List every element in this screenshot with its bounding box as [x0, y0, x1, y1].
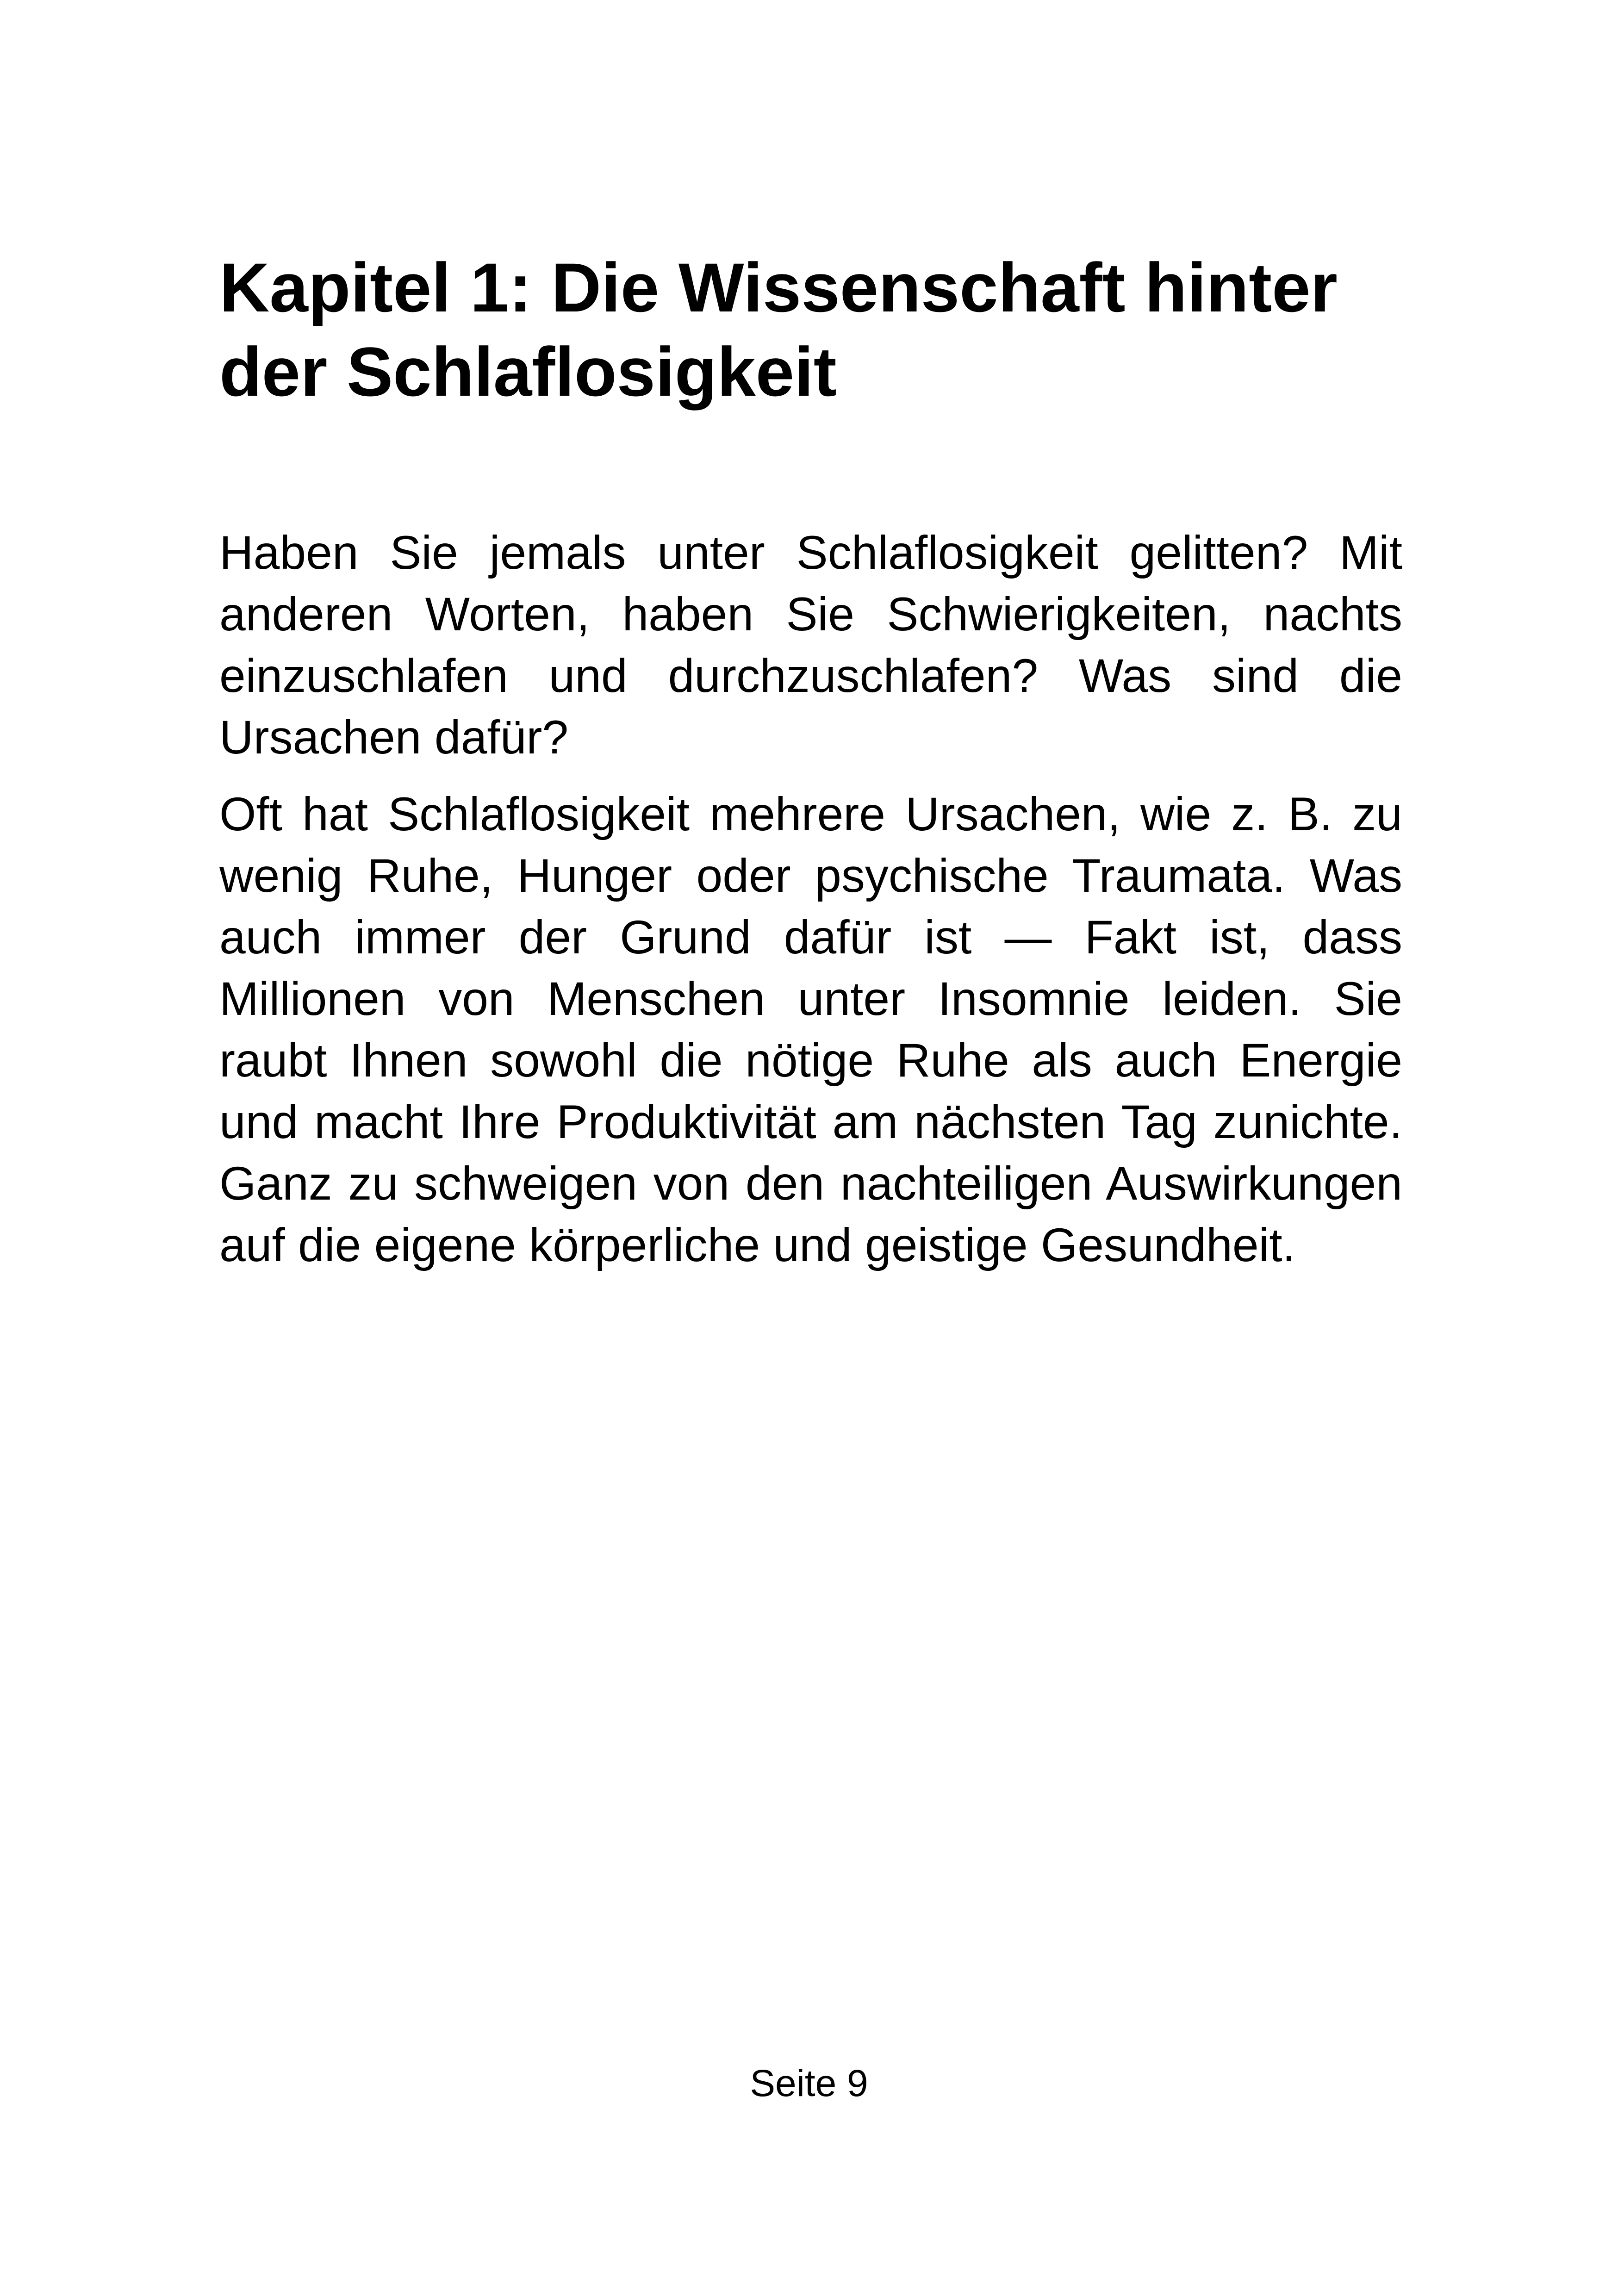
- page-content: [219, 245, 1402, 1291]
- body-text: [219, 522, 1402, 1276]
- paragraph-2: Oft hat Schlaflosigkeit mehrere Ursachen, wie z. B. zu wenig Ruhe, Hunger oder psychische Traumata. Was auch immer der Grund dafür ist — Fakt ist, dass Millionen von Menschen unter Insomnie leiden. Sie raubt Ihnen sowohl die nötige Ruhe als auch Energie und macht Ihre Produktivität am nächsten Tag zunichte. Ganz zu schweigen von den nachteiligen Auswirkungen auf die eigene körperliche und geistige Gesundheit.: [219, 788, 1402, 1271]
- chapter-title: Kapitel 1: Die Wissenschaft hinter der Schlaflosigkeit: [219, 249, 1338, 411]
- paragraph-1: Haben Sie jemals unter Schlaflosigkeit gelitten? Mit anderen Worten, haben Sie Schwierigkeiten, nachts einzuschlafen und durchzuschlafen? Was sind die Ursachen dafür?: [219, 526, 1402, 764]
- page-number: Seite 9: [750, 2062, 868, 2104]
